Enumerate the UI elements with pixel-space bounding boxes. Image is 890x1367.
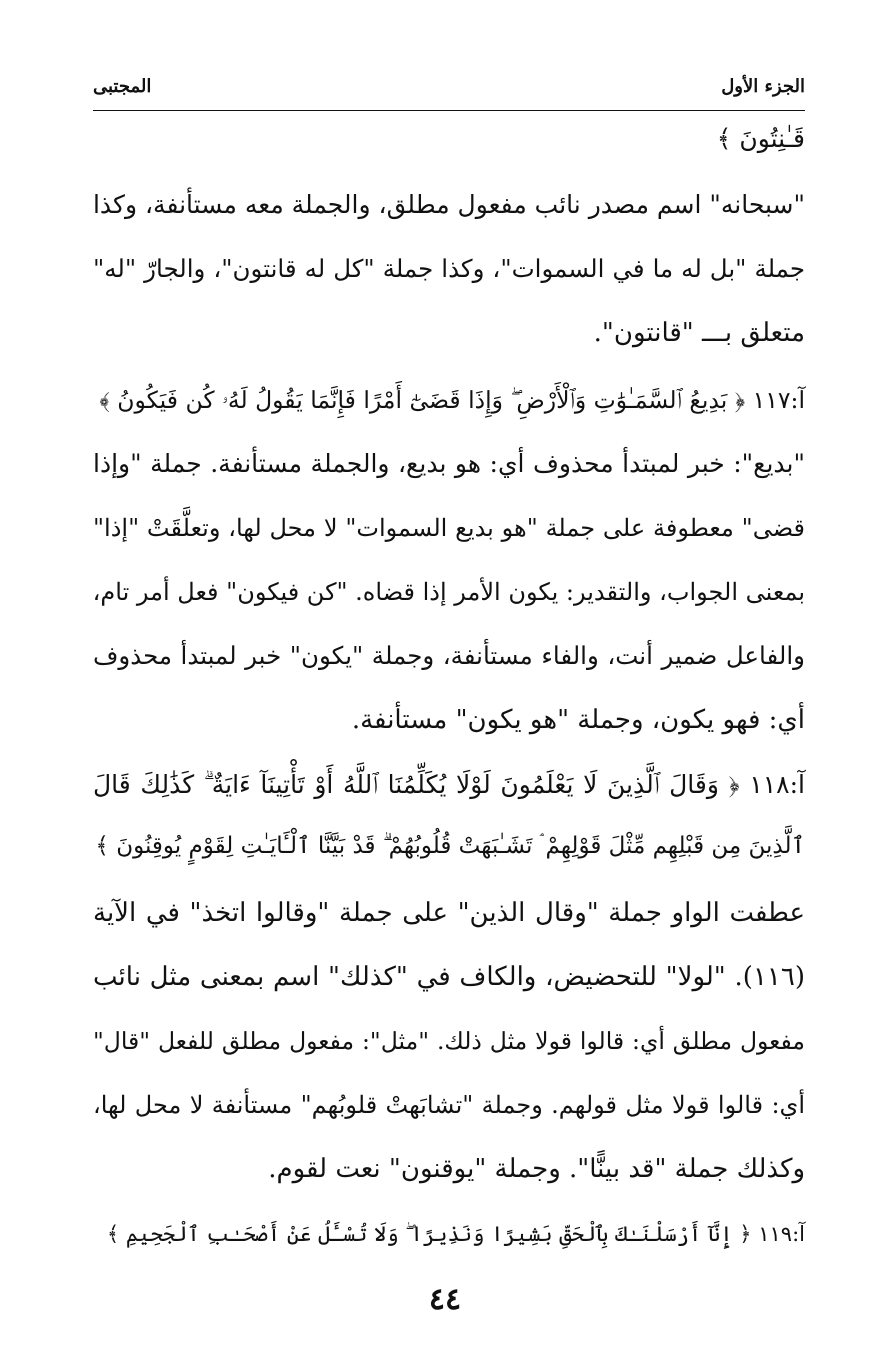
verse-119: آ:١١٩ ﴿ إِنَّآ أَرْسَلْنَـٰكَ بِٱلْحَقِّ بَشِيرًا وَنَذِيرًا ۖ وَلَا تُسْـَٔلُ عَنْ أَصْحَـٰبِ ٱلْجَحِيمِ ﴾	[106, 1222, 805, 1246]
paragraph-line: عطفت الواو جملة "وقال الذين" على جملة "وقالوا اتخذ" في الآية	[93, 898, 805, 928]
paragraph-line: "بديع": خبر لمبتدأ محذوف أي: هو بديع، والجملة مستأنفة. جملة "وإذا	[93, 449, 805, 478]
header-divider	[93, 110, 805, 111]
paragraph-line: وكذلك جملة "قد بينًّا". وجملة "يوقنون" نعت لقوم.	[268, 1154, 805, 1184]
paragraph-line: بمعنى الجواب، والتقدير: يكون الأمر إذا قضاه. "كن فيكون" فعل أمر تام،	[92, 578, 805, 606]
header-part-title: الجزء الأول	[721, 76, 805, 97]
paragraph-line: متعلق بـــ "قانتون".	[593, 318, 805, 348]
paragraph-line: (١١٦). "لولا" للتحضيض، والكاف في "كذلك" اسم بمعنى مثل نائب	[93, 962, 805, 992]
verse-118-line-2: ٱلَّذِينَ مِن قَبْلِهِم مِّثْلَ قَوْلِهِمْ ۘ تَشَـٰبَهَتْ قُلُوبُهُمْ ۗ قَدْ بَيَّنَّا ٱلْـَٔايَـٰتِ لِقَوْمٍ يُوقِنُونَ ﴾	[95, 833, 805, 859]
verse-117: آ:١١٧ ﴿ بَدِيعُ ٱلسَّمَـٰوَٰتِ وَٱلْأَرْضِ ۖ وَإِذَا قَضَىٰٓ أَمْرًا فَإِنَّمَا يَقُولُ لَهُۥ كُن فَيَكُونُ ﴾	[99, 386, 805, 414]
paragraph-line: والفاعل ضمير أنت، والفاء مستأنفة، وجملة "يكون" خبر لمبتدأ محذوف	[93, 641, 805, 670]
verse-118-line-1: آ:١١٨ ﴿ وَقَالَ ٱلَّذِينَ لَا يَعْلَمُونَ لَوْلَا يُكَلِّمُنَا ٱللَّهُ أَوْ تَأْتِينَآ ءَايَةٌ ۗ كَذَٰلِكَ قَالَ	[93, 770, 805, 799]
paragraph-line: أي: فهو يكون، وجملة "هو يكون" مستأنفة.	[351, 705, 805, 735]
paragraph-line: مفعول مطلق أي: قالوا قولا مثل ذلك. "مثل": مفعول مطلق للفعل "قال"	[93, 1027, 805, 1055]
page-number: ٤٤	[428, 1282, 462, 1317]
header-book-title: المجتبى	[93, 76, 152, 97]
paragraph-line: "سبحانه" اسم مصدر نائب مفعول مطلق، والجملة معه مستأنفة، وكذا	[92, 190, 805, 219]
running-header	[93, 76, 805, 106]
quran-line-continuation: قَـٰنِتُونَ ﴾	[716, 124, 805, 153]
paragraph-line: قضى" معطوفة على جملة "هو بديع السموات" لا محل لها، وتعلَّقَتْ "إذا"	[93, 514, 805, 542]
paragraph-line: جملة "بل له ما في السموات"، وكذا جملة "كل له قانتون"، والجارّ "له"	[93, 254, 805, 283]
paragraph-line: أي: قالوا قولا مثل قولهم. وجملة "تشابَهتْ قلوبُهم" مستأنفة لا محل لها،	[93, 1091, 805, 1119]
